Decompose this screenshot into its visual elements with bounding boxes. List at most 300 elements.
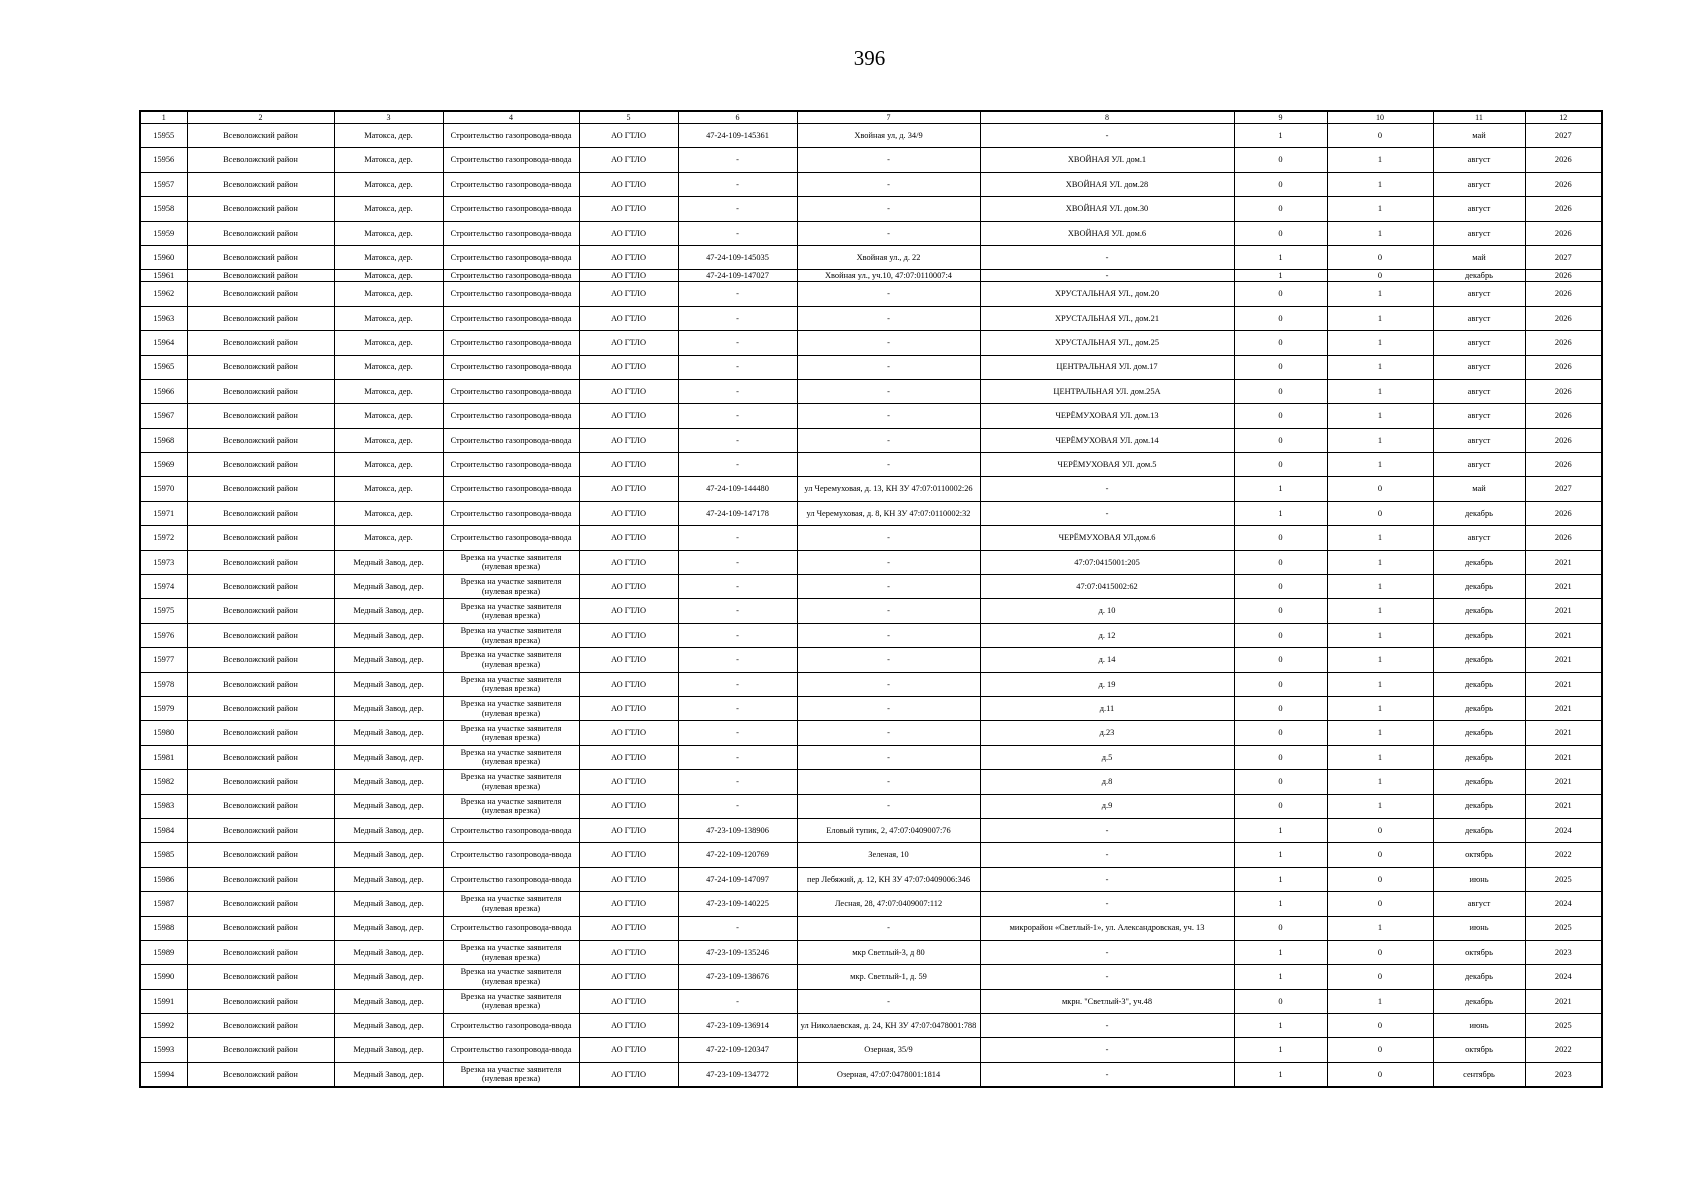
table-cell: Строительство газопровода-ввода (443, 404, 579, 428)
table-cell: 0 (1327, 1062, 1433, 1086)
table-cell: декабрь (1433, 501, 1525, 525)
table-cell: 0 (1234, 794, 1327, 818)
table-cell: 15990 (140, 965, 187, 989)
table-cell: - (797, 453, 980, 477)
table-cell: июнь (1433, 916, 1525, 940)
table-cell: 2025 (1525, 916, 1602, 940)
table-cell: - (678, 623, 797, 647)
table-cell: АО ГТЛО (579, 843, 678, 867)
table-cell: 0 (1234, 355, 1327, 379)
table-cell: 15956 (140, 148, 187, 172)
table-cell: Всеволожский район (187, 940, 334, 964)
table-cell: 1 (1327, 355, 1433, 379)
table-cell: - (678, 648, 797, 672)
table-cell: 2026 (1525, 379, 1602, 403)
table-cell: Строительство газопровода-ввода (443, 526, 579, 550)
table-cell: Матокса, дер. (334, 404, 443, 428)
table-cell: Всеволожский район (187, 477, 334, 501)
table-cell: 2021 (1525, 745, 1602, 769)
table-cell: 15960 (140, 245, 187, 269)
table-cell: Врезка на участке заявителя (нулевая врезка) (443, 550, 579, 574)
table-cell: 15975 (140, 599, 187, 623)
table-cell: - (797, 696, 980, 720)
table-cell: Медный Завод, дер. (334, 575, 443, 599)
table-cell: декабрь (1433, 575, 1525, 599)
table-cell: АО ГТЛО (579, 197, 678, 221)
table-cell: август (1433, 172, 1525, 196)
table-cell: Строительство газопровода-ввода (443, 453, 579, 477)
table-cell: Всеволожский район (187, 453, 334, 477)
table-cell: Строительство газопровода-ввода (443, 1014, 579, 1038)
table-cell: Врезка на участке заявителя (нулевая врезка) (443, 770, 579, 794)
table-cell: 0 (1234, 989, 1327, 1013)
table-cell: ул Черемуховая, д. 13, КН ЗУ 47:07:0110002:26 (797, 477, 980, 501)
table-cell: 1 (1234, 501, 1327, 525)
table-cell: 0 (1327, 1014, 1433, 1038)
table-cell: мкр. Светлый-1, д. 59 (797, 965, 980, 989)
table-cell: 1 (1327, 221, 1433, 245)
table-cell: август (1433, 453, 1525, 477)
table-cell: 2026 (1525, 331, 1602, 355)
table-cell: 2026 (1525, 404, 1602, 428)
table-row (140, 197, 1602, 221)
table-cell: 1 (1327, 672, 1433, 696)
table-row (140, 331, 1602, 355)
table-cell: 15968 (140, 428, 187, 452)
table-cell: 1 (1327, 599, 1433, 623)
table-cell: 2022 (1525, 1038, 1602, 1062)
table-row (140, 124, 1602, 148)
table-cell: 15988 (140, 916, 187, 940)
table-cell: Лесная, 28, 47:07:0409007:112 (797, 892, 980, 916)
table-cell: 15958 (140, 197, 187, 221)
table-cell: ЧЕРЁМУХОВАЯ УЛ. дом.5 (980, 453, 1234, 477)
table-row (140, 940, 1602, 964)
table-cell: 0 (1327, 867, 1433, 891)
table-cell: 2025 (1525, 1014, 1602, 1038)
table-cell: микрорайон «Светлый-1», ул. Александровская, уч. 13 (980, 916, 1234, 940)
table-cell: Всеволожский район (187, 696, 334, 720)
table-cell: - (980, 1038, 1234, 1062)
table-cell: Всеволожский район (187, 1014, 334, 1038)
table-cell: 2023 (1525, 940, 1602, 964)
table-row (140, 892, 1602, 916)
table-cell: 1 (1327, 745, 1433, 769)
table-row (140, 270, 1602, 282)
table-cell: 15980 (140, 721, 187, 745)
table-cell: ул Черемуховая, д. 8, КН ЗУ 47:07:0110002:32 (797, 501, 980, 525)
table-cell: д.5 (980, 745, 1234, 769)
table-cell: Всеволожский район (187, 843, 334, 867)
table-cell: 2024 (1525, 892, 1602, 916)
table-cell: АО ГТЛО (579, 745, 678, 769)
table-cell: 1 (1234, 477, 1327, 501)
table-cell: - (678, 672, 797, 696)
table-cell: 15991 (140, 989, 187, 1013)
table-cell: 2021 (1525, 575, 1602, 599)
column-header: 6 (678, 111, 797, 124)
table-cell: Всеволожский район (187, 124, 334, 148)
table-cell: ул Николаевская, д. 24, КН ЗУ 47:07:0478001:788 (797, 1014, 980, 1038)
table-cell: АО ГТЛО (579, 428, 678, 452)
table-cell: - (980, 892, 1234, 916)
table-body (140, 124, 1602, 1087)
table-cell: Врезка на участке заявителя (нулевая врезка) (443, 696, 579, 720)
table-cell: Строительство газопровода-ввода (443, 501, 579, 525)
table-cell: Всеволожский район (187, 221, 334, 245)
table-row (140, 355, 1602, 379)
table-cell: д.8 (980, 770, 1234, 794)
table-cell: Медный Завод, дер. (334, 916, 443, 940)
table-cell: 47-24-109-147097 (678, 867, 797, 891)
column-header: 3 (334, 111, 443, 124)
table-cell: 1 (1327, 379, 1433, 403)
table-cell: 15984 (140, 818, 187, 842)
table-cell: декабрь (1433, 770, 1525, 794)
table-cell: 1 (1234, 965, 1327, 989)
table-cell: Всеволожский район (187, 623, 334, 647)
table-cell: 0 (1327, 818, 1433, 842)
table-cell: Еловый тупик, 2, 47:07:0409007:76 (797, 818, 980, 842)
table-cell: Медный Завод, дер. (334, 965, 443, 989)
table-row (140, 148, 1602, 172)
table-cell: - (797, 404, 980, 428)
table-cell: - (797, 745, 980, 769)
table-row (140, 770, 1602, 794)
column-header: 12 (1525, 111, 1602, 124)
header-row (140, 111, 1602, 124)
table-cell: декабрь (1433, 965, 1525, 989)
table-cell: 47-24-109-145035 (678, 245, 797, 269)
table-cell: 0 (1327, 245, 1433, 269)
table-cell: - (797, 721, 980, 745)
column-header: 10 (1327, 111, 1433, 124)
table-cell: 1 (1327, 989, 1433, 1013)
column-header: 5 (579, 111, 678, 124)
table-cell: - (678, 770, 797, 794)
table-cell: АО ГТЛО (579, 306, 678, 330)
table-row (140, 623, 1602, 647)
table-cell: д. 10 (980, 599, 1234, 623)
table-cell: - (678, 721, 797, 745)
table-cell: 0 (1234, 623, 1327, 647)
table-cell: август (1433, 197, 1525, 221)
table-row (140, 721, 1602, 745)
table-cell: Строительство газопровода-ввода (443, 1038, 579, 1062)
table-cell: декабрь (1433, 794, 1525, 818)
table-cell: 0 (1234, 331, 1327, 355)
table-row (140, 745, 1602, 769)
table-cell: 47:07:0415001:205 (980, 550, 1234, 574)
table-cell: АО ГТЛО (579, 575, 678, 599)
table-cell: - (797, 172, 980, 196)
table-cell: - (678, 197, 797, 221)
table-cell: Хвойная ул, д. 34/9 (797, 124, 980, 148)
table-cell: Всеволожский район (187, 197, 334, 221)
table-cell: - (797, 989, 980, 1013)
table-cell: Матокса, дер. (334, 221, 443, 245)
table-row (140, 379, 1602, 403)
table-cell: Врезка на участке заявителя (нулевая врезка) (443, 892, 579, 916)
table-cell: октябрь (1433, 940, 1525, 964)
table-cell: д. 19 (980, 672, 1234, 696)
table-cell: 0 (1234, 221, 1327, 245)
table-cell: Всеволожский район (187, 745, 334, 769)
table-cell: Всеволожский район (187, 989, 334, 1013)
table-cell: Всеволожский район (187, 270, 334, 282)
table-row (140, 843, 1602, 867)
table-cell: Медный Завод, дер. (334, 1014, 443, 1038)
table-cell: - (797, 916, 980, 940)
table-cell: Всеволожский район (187, 648, 334, 672)
table-cell: 1 (1327, 404, 1433, 428)
table-cell: 0 (1327, 270, 1433, 282)
table-cell: 1 (1327, 575, 1433, 599)
table-cell: 2021 (1525, 623, 1602, 647)
table-cell: 15977 (140, 648, 187, 672)
table-cell: - (797, 221, 980, 245)
table-cell: Матокса, дер. (334, 355, 443, 379)
table-cell: - (980, 1062, 1234, 1086)
table-cell: 2021 (1525, 599, 1602, 623)
table-cell: Всеволожский район (187, 282, 334, 306)
table-cell: АО ГТЛО (579, 916, 678, 940)
table-cell: 1 (1234, 940, 1327, 964)
table-cell: Медный Завод, дер. (334, 989, 443, 1013)
table-cell: Всеволожский район (187, 331, 334, 355)
table-cell: Всеволожский район (187, 526, 334, 550)
table-row (140, 818, 1602, 842)
table-cell: АО ГТЛО (579, 245, 678, 269)
table-cell: Всеволожский район (187, 355, 334, 379)
table-cell: 15979 (140, 696, 187, 720)
table-cell: 2027 (1525, 124, 1602, 148)
table-cell: 1 (1234, 1014, 1327, 1038)
table-row (140, 965, 1602, 989)
table-cell: мкрн. "Светлый-3", уч.48 (980, 989, 1234, 1013)
table-cell: Строительство газопровода-ввода (443, 148, 579, 172)
table-cell: 2026 (1525, 355, 1602, 379)
table-row (140, 282, 1602, 306)
table-cell: декабрь (1433, 696, 1525, 720)
table-cell: - (678, 794, 797, 818)
table-cell: - (797, 599, 980, 623)
table-cell: декабрь (1433, 270, 1525, 282)
table-cell: 0 (1234, 172, 1327, 196)
table-cell: сентябрь (1433, 1062, 1525, 1086)
table-cell: 15985 (140, 843, 187, 867)
table-cell: 0 (1327, 501, 1433, 525)
table-cell: август (1433, 892, 1525, 916)
table-cell: 1 (1234, 1038, 1327, 1062)
table-row (140, 1014, 1602, 1038)
table-cell: - (678, 355, 797, 379)
table-cell: июнь (1433, 1014, 1525, 1038)
table-cell: 0 (1234, 648, 1327, 672)
table-cell: 15965 (140, 355, 187, 379)
table-row (140, 245, 1602, 269)
table-cell: 0 (1234, 453, 1327, 477)
table-cell: ХВОЙНАЯ УЛ. дом.30 (980, 197, 1234, 221)
table-cell: д.11 (980, 696, 1234, 720)
table-cell: 1 (1327, 550, 1433, 574)
table-cell: 15983 (140, 794, 187, 818)
table-cell: Всеволожский район (187, 379, 334, 403)
table-row (140, 794, 1602, 818)
table-cell: Всеволожский район (187, 599, 334, 623)
table-cell: 47-23-109-135246 (678, 940, 797, 964)
table-cell: 15961 (140, 270, 187, 282)
table-cell: Медный Завод, дер. (334, 696, 443, 720)
table-cell: Строительство газопровода-ввода (443, 428, 579, 452)
table-cell: - (797, 355, 980, 379)
table-cell: 1 (1234, 1062, 1327, 1086)
table-cell: 47:07:0415002:62 (980, 575, 1234, 599)
table-cell: Матокса, дер. (334, 477, 443, 501)
table-cell: АО ГТЛО (579, 818, 678, 842)
table-cell: Строительство газопровода-ввода (443, 245, 579, 269)
table-row (140, 648, 1602, 672)
table-cell: декабрь (1433, 818, 1525, 842)
table-cell: Хвойная ул., уч.10, 47:07:0110007:4 (797, 270, 980, 282)
table-row (140, 575, 1602, 599)
table-cell: АО ГТЛО (579, 672, 678, 696)
table-cell: август (1433, 331, 1525, 355)
table-cell: Строительство газопровода-ввода (443, 306, 579, 330)
table-cell: - (678, 428, 797, 452)
table-cell: Строительство газопровода-ввода (443, 916, 579, 940)
table-row (140, 989, 1602, 1013)
table-cell: Всеволожский район (187, 1038, 334, 1062)
table-cell: Всеволожский район (187, 172, 334, 196)
table-cell: 2026 (1525, 197, 1602, 221)
table-cell: декабрь (1433, 550, 1525, 574)
table-cell: АО ГТЛО (579, 124, 678, 148)
table-cell: 0 (1234, 672, 1327, 696)
table-cell: 0 (1234, 745, 1327, 769)
table-cell: Строительство газопровода-ввода (443, 477, 579, 501)
table-cell: 0 (1234, 404, 1327, 428)
table-cell: 0 (1234, 197, 1327, 221)
table-cell: АО ГТЛО (579, 721, 678, 745)
table-cell: Врезка на участке заявителя (нулевая врезка) (443, 648, 579, 672)
table-cell: Медный Завод, дер. (334, 721, 443, 745)
table-cell: Всеволожский район (187, 892, 334, 916)
table-cell: декабрь (1433, 599, 1525, 623)
table-cell: Медный Завод, дер. (334, 794, 443, 818)
table-row (140, 221, 1602, 245)
table-cell: Врезка на участке заявителя (нулевая врезка) (443, 794, 579, 818)
table-cell: 1 (1327, 331, 1433, 355)
table-cell: АО ГТЛО (579, 331, 678, 355)
table-row (140, 501, 1602, 525)
table-cell: Строительство газопровода-ввода (443, 197, 579, 221)
table-cell: - (797, 306, 980, 330)
table-cell: Всеволожский район (187, 867, 334, 891)
table-cell: 15994 (140, 1062, 187, 1086)
column-header: 11 (1433, 111, 1525, 124)
table-cell: 2026 (1525, 453, 1602, 477)
table-cell: 2027 (1525, 477, 1602, 501)
table-cell: - (797, 331, 980, 355)
table-cell: - (797, 550, 980, 574)
table-cell: Строительство газопровода-ввода (443, 124, 579, 148)
table-cell: 1 (1327, 794, 1433, 818)
table-cell: Медный Завод, дер. (334, 745, 443, 769)
table-cell: Всеволожский район (187, 306, 334, 330)
table-cell: - (678, 696, 797, 720)
table-cell: АО ГТЛО (579, 404, 678, 428)
column-header: 2 (187, 111, 334, 124)
table-cell: 15957 (140, 172, 187, 196)
table-cell: Медный Завод, дер. (334, 1038, 443, 1062)
table-cell: 2026 (1525, 221, 1602, 245)
table-cell: Матокса, дер. (334, 331, 443, 355)
table-cell: АО ГТЛО (579, 526, 678, 550)
table-cell: - (797, 575, 980, 599)
table-cell: ХРУСТАЛЬНАЯ УЛ., дом.20 (980, 282, 1234, 306)
table-cell: - (797, 623, 980, 647)
table-cell: 2024 (1525, 965, 1602, 989)
table-cell: - (678, 379, 797, 403)
table-cell: Всеволожский район (187, 428, 334, 452)
table-cell: АО ГТЛО (579, 501, 678, 525)
table-cell: Строительство газопровода-ввода (443, 867, 579, 891)
table-cell: Всеволожский район (187, 770, 334, 794)
table-cell: - (797, 148, 980, 172)
table-cell: АО ГТЛО (579, 940, 678, 964)
table-cell: Медный Завод, дер. (334, 940, 443, 964)
table-cell: 2024 (1525, 818, 1602, 842)
table-cell: 0 (1234, 148, 1327, 172)
table-cell: - (980, 501, 1234, 525)
table-cell: 0 (1234, 526, 1327, 550)
table-cell: Всеволожский район (187, 721, 334, 745)
table-cell: 15963 (140, 306, 187, 330)
table-cell: АО ГТЛО (579, 453, 678, 477)
table-cell: Строительство газопровода-ввода (443, 282, 579, 306)
table-cell: 15969 (140, 453, 187, 477)
table-cell: Строительство газопровода-ввода (443, 221, 579, 245)
table-cell: май (1433, 245, 1525, 269)
table-row (140, 172, 1602, 196)
column-header: 9 (1234, 111, 1327, 124)
table-cell: 47-23-109-138676 (678, 965, 797, 989)
table-cell: ХВОЙНАЯ УЛ. дом.28 (980, 172, 1234, 196)
table-cell: АО ГТЛО (579, 867, 678, 891)
table-cell: 2026 (1525, 172, 1602, 196)
table-cell: - (980, 843, 1234, 867)
table-cell: ХВОЙНАЯ УЛ. дом.6 (980, 221, 1234, 245)
table-cell: 1 (1234, 843, 1327, 867)
table-cell: АО ГТЛО (579, 696, 678, 720)
table-cell: Врезка на участке заявителя (нулевая врезка) (443, 575, 579, 599)
table-cell: Медный Завод, дер. (334, 599, 443, 623)
table-cell: Зеленая, 10 (797, 843, 980, 867)
table-cell: АО ГТЛО (579, 477, 678, 501)
table-cell: июнь (1433, 867, 1525, 891)
table-cell: 1 (1327, 648, 1433, 672)
table-cell: 15974 (140, 575, 187, 599)
table-cell: Всеволожский район (187, 148, 334, 172)
table-cell: 1 (1234, 892, 1327, 916)
table-cell: август (1433, 282, 1525, 306)
table-cell: - (678, 306, 797, 330)
table-cell: 1 (1327, 282, 1433, 306)
table-cell: 15973 (140, 550, 187, 574)
table-cell: Всеволожский район (187, 794, 334, 818)
table-cell: декабрь (1433, 745, 1525, 769)
